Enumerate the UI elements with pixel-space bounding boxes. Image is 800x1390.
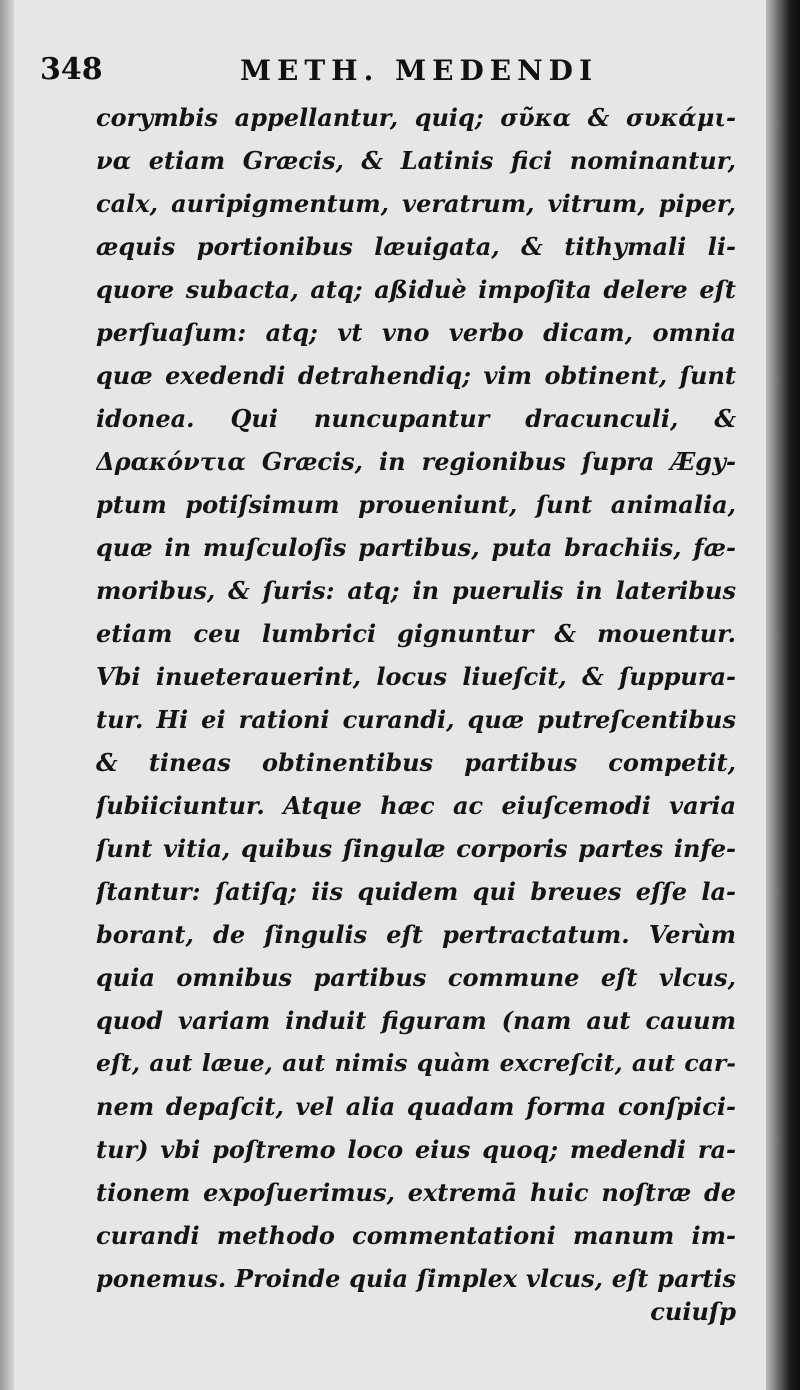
text-line: nem depaſcit, vel alia quadam forma conſpici- <box>96 1092 736 1121</box>
page-gutter-shadow <box>766 0 800 1390</box>
text-line: quore subacta, atq; aßiduè impoſita delere eſt <box>96 275 736 304</box>
catchword: cuiuſp <box>650 1297 736 1326</box>
text-line: ſubiiciuntur. Atque hæc ac eiuſcemodi varia <box>96 791 736 820</box>
text-line: perſuaſum: atq; vt vno verbo dicam, omnia <box>96 318 736 347</box>
running-head: METH. MEDENDI <box>240 54 599 87</box>
text-line: etiam ceu lumbrici gignuntur & mouentur. <box>96 619 736 648</box>
text-line: eſt, aut læue, aut nimis quàm excreſcit, aut car- <box>96 1049 736 1077</box>
text-line: calx, auripigmentum, veratrum, vitrum, piper, <box>96 189 736 218</box>
text-line: moribus, & ſuris: atq; in puerulis in lateribus <box>96 576 736 605</box>
text-line: corymbis appellantur, quiq; σῦκα & συκάμι- <box>96 103 736 132</box>
page-number: 348 <box>40 52 103 87</box>
text-line: curandi methodo commentationi manum im- <box>96 1221 736 1250</box>
text-line: ptum potiſsimum proueniunt, ſunt animalia, <box>96 490 736 519</box>
text-line: borant, de ſingulis eſt pertractatum. Verùm <box>96 920 736 949</box>
text-line: quæ in muſculoſis partibus, puta brachiis, fæ- <box>96 533 736 562</box>
text-line: tur) vbi poſtremo loco eius quoq; medendi ra- <box>96 1135 736 1164</box>
text-line: Δρακόντια Græcis, in regionibus ſupra Ægy- <box>96 447 736 476</box>
body-text <box>96 96 736 1300</box>
text-line: tur. Hi ei rationi curandi, quæ putreſcentibus <box>96 705 736 734</box>
text-line: ſunt vitia, quibus ſingulæ corporis partes infe- <box>96 834 736 863</box>
text-line: ponemus. Proinde quia ſimplex vlcus, eſt partis <box>96 1264 736 1293</box>
text-line: quia omnibus partibus commune eſt vlcus, <box>96 963 736 992</box>
text-line: ſtantur: ſatiſq; iis quidem qui breues eſſe la- <box>96 877 736 906</box>
text-line: quæ exedendi detrahendiq; vim obtinent, ſunt <box>96 361 736 390</box>
text-line: & tineas obtinentibus partibus competit, <box>96 748 736 777</box>
text-line: quod variam induit figuram (nam aut cauum <box>96 1006 736 1035</box>
page-left-edge <box>0 0 14 1390</box>
text-line: æquis portionibus læuigata, & tithymali li- <box>96 232 736 261</box>
page-header <box>40 50 740 90</box>
text-line: idonea. Qui nuncupantur dracunculi, & <box>96 404 736 433</box>
text-line: tionem expoſuerimus, extremā huic noſtræ de <box>96 1178 736 1207</box>
text-line: Vbi inueterauerint, locus liueſcit, & ſuppura- <box>96 662 736 691</box>
text-line: να etiam Græcis, & Latinis fici nominantur, <box>96 146 736 175</box>
